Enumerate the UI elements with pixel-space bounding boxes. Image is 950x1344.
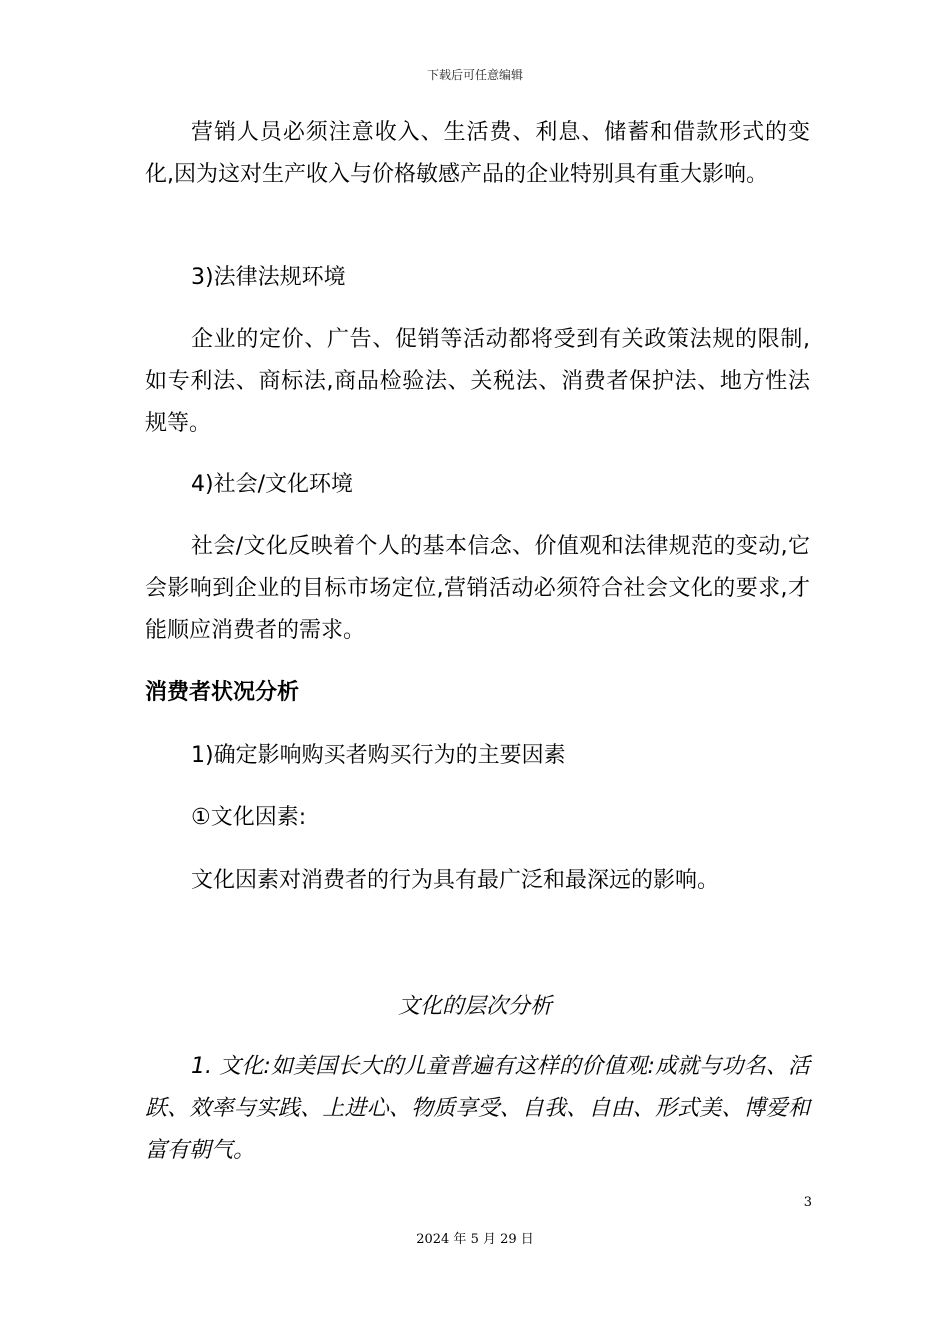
- paragraph-social-culture: 社会/文化反映着个人的基本信念、价值观和法律规范的变动,它会影响到企业的目标市场定位,营销活动必须符合社会文化的要求,才能顺应消费者的需求。: [145, 534, 810, 643]
- subsection-title-culture-levels: 文化的层次分析: [397, 994, 552, 1019]
- paragraph-cultural-influence: 文化因素对消费者的行为具有最广泛和最深远的影响。: [191, 868, 720, 893]
- paragraph-legal-regulations: 企业的定价、广告、促销等活动都将受到有关政策法规的限制,如专利法、商标法,商品检验法、关税法、消费者保护法、地方性法规等。: [145, 327, 810, 436]
- subheading-legal-environment: 3)法律法规环境: [191, 265, 346, 290]
- page-header: 下载后可任意编辑: [426, 68, 523, 82]
- list-item-buying-factors: 1)确定影响购买者购买行为的主要因素: [191, 743, 566, 768]
- footer-date: 2024 年 5 月 29 日: [416, 1232, 534, 1247]
- page-number: 3: [803, 1195, 812, 1210]
- subheading-social-culture: 4)社会/文化环境: [191, 472, 353, 497]
- paragraph-economic-changes: 营销人员必须注意收入、生活费、利息、储蓄和借款形式的变化,因为这对生产收入与价格敏感产品的企业特别具有重大影响。: [145, 120, 810, 187]
- paragraph-culture-values: 1. 文化:如美国长大的儿童普遍有这样的价值观:成就与功名、活跃、效率与实践、上进心、物质享受、自我、自由、形式美、博爱和富有朝气。: [145, 1054, 810, 1163]
- section-heading-consumer-analysis: 消费者状况分析: [145, 680, 300, 705]
- list-item-cultural-factors: ①文化因素:: [191, 805, 307, 830]
